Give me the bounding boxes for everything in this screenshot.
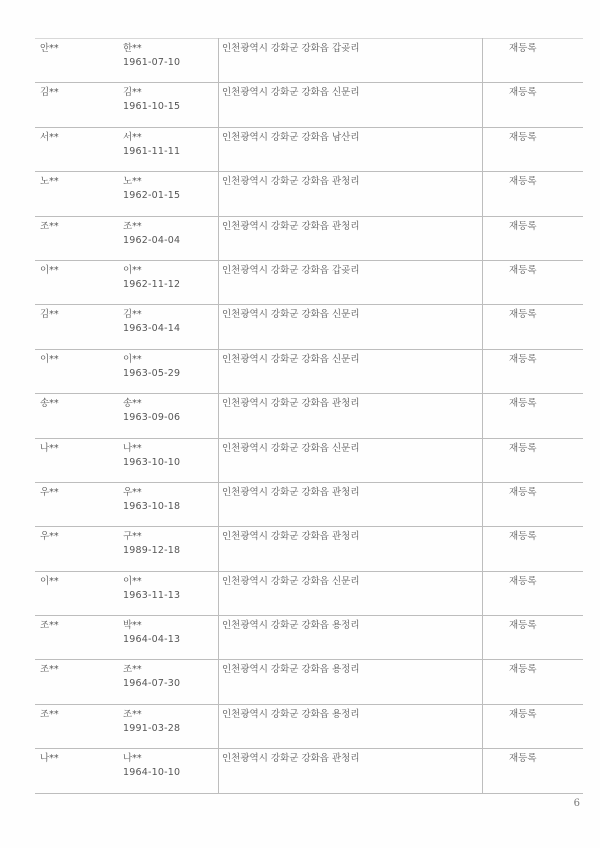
address-text: 인천광역시 강화군 강화읍 신문리 bbox=[222, 309, 360, 321]
holder-cell bbox=[115, 704, 219, 748]
holder-cell bbox=[115, 438, 219, 482]
registrant-name: 나** bbox=[40, 442, 59, 454]
status-cell bbox=[483, 482, 584, 526]
address-text: 인천광역시 강화군 강화읍 갑곶리 bbox=[222, 43, 360, 54]
status-cell bbox=[483, 616, 584, 660]
registrant-name: 조** bbox=[40, 664, 59, 676]
holder-cell bbox=[115, 172, 219, 216]
status-text: 재등록 bbox=[509, 398, 537, 410]
holder-name: 조** bbox=[123, 664, 142, 676]
holder-cell bbox=[115, 83, 219, 127]
status-cell bbox=[483, 527, 584, 571]
holder-name: 이** bbox=[123, 575, 142, 587]
birth-date: 1963-10-10 bbox=[123, 456, 181, 468]
status-text: 재등록 bbox=[509, 620, 537, 632]
status-text: 재등록 bbox=[509, 753, 537, 765]
holder-name: 박** bbox=[123, 620, 142, 632]
address-cell bbox=[219, 305, 483, 349]
holder-name: 이** bbox=[123, 353, 142, 365]
table-row bbox=[35, 704, 583, 748]
address-text: 인천광역시 강화군 강화읍 관청리 bbox=[222, 176, 360, 188]
birth-date: 1962-11-12 bbox=[123, 278, 181, 290]
name-cell bbox=[35, 305, 115, 349]
address-cell bbox=[219, 660, 483, 704]
holder-name: 김** bbox=[123, 87, 142, 99]
status-text: 재등록 bbox=[509, 309, 537, 321]
birth-date: 1961-10-15 bbox=[123, 101, 181, 113]
address-text: 인천광역시 강화군 강화읍 남산리 bbox=[222, 131, 360, 143]
birth-date: 1964-10-10 bbox=[123, 767, 181, 779]
registrant-name: 서** bbox=[40, 131, 59, 143]
registrant-name: 나** bbox=[40, 753, 59, 765]
status-text: 재등록 bbox=[509, 264, 537, 276]
address-text: 인천광역시 강화군 강화읍 갑곶리 bbox=[222, 264, 360, 276]
status-text: 재등록 bbox=[509, 176, 537, 188]
registrant-name: 이** bbox=[40, 264, 59, 276]
holder-name: 이** bbox=[123, 264, 142, 276]
address-cell bbox=[219, 394, 483, 438]
holder-name: 조** bbox=[123, 220, 142, 232]
registrant-name: 이** bbox=[40, 575, 59, 587]
holder-name: 나** bbox=[123, 753, 142, 765]
birth-date: 1963-10-18 bbox=[123, 500, 181, 512]
name-cell bbox=[35, 83, 115, 127]
status-cell bbox=[483, 216, 584, 260]
name-cell bbox=[35, 394, 115, 438]
status-cell bbox=[483, 749, 584, 793]
table-row bbox=[35, 39, 583, 83]
table-row bbox=[35, 83, 583, 127]
holder-name: 노** bbox=[123, 176, 142, 188]
birth-date: 1963-11-13 bbox=[123, 589, 181, 601]
address-text: 인천광역시 강화군 강화읍 신문리 bbox=[222, 87, 360, 99]
holder-name: 한** bbox=[123, 43, 142, 54]
address-cell bbox=[219, 704, 483, 748]
status-text: 재등록 bbox=[509, 43, 537, 54]
birth-date: 1962-04-04 bbox=[123, 234, 181, 246]
holder-name: 서** bbox=[123, 131, 142, 143]
address-text: 인천광역시 강화군 강화읍 용정리 bbox=[222, 708, 360, 720]
name-cell bbox=[35, 482, 115, 526]
status-cell bbox=[483, 438, 584, 482]
table-row bbox=[35, 127, 583, 171]
name-cell bbox=[35, 438, 115, 482]
holder-cell bbox=[115, 660, 219, 704]
table-row bbox=[35, 216, 583, 260]
name-cell bbox=[35, 571, 115, 615]
address-text: 인천광역시 강화군 강화읍 관청리 bbox=[222, 486, 360, 498]
holder-cell bbox=[115, 616, 219, 660]
name-cell bbox=[35, 527, 115, 571]
status-text: 재등록 bbox=[509, 664, 537, 676]
address-text: 인천광역시 강화군 강화읍 관청리 bbox=[222, 398, 360, 410]
holder-name: 나** bbox=[123, 442, 142, 454]
holder-cell bbox=[115, 305, 219, 349]
birth-date: 1963-05-29 bbox=[123, 367, 181, 379]
name-cell bbox=[35, 660, 115, 704]
status-cell bbox=[483, 260, 584, 304]
table-row bbox=[35, 527, 583, 571]
address-cell bbox=[219, 527, 483, 571]
registrant-name: 우** bbox=[40, 531, 59, 543]
birth-date: 1963-04-14 bbox=[123, 323, 181, 335]
registrant-name: 김** bbox=[40, 309, 59, 321]
status-cell bbox=[483, 305, 584, 349]
birth-date: 1964-07-30 bbox=[123, 678, 181, 690]
status-text: 재등록 bbox=[509, 442, 537, 454]
address-cell bbox=[219, 438, 483, 482]
address-cell bbox=[219, 571, 483, 615]
holder-cell bbox=[115, 216, 219, 260]
name-cell bbox=[35, 704, 115, 748]
holder-name: 김** bbox=[123, 309, 142, 321]
status-cell bbox=[483, 39, 584, 83]
birth-date: 1989-12-18 bbox=[123, 545, 181, 557]
birth-date: 1964-04-13 bbox=[123, 634, 181, 646]
holder-cell bbox=[115, 482, 219, 526]
birth-date: 1962-01-15 bbox=[123, 190, 181, 202]
status-cell bbox=[483, 172, 584, 216]
name-cell bbox=[35, 127, 115, 171]
registrant-name: 조** bbox=[40, 220, 59, 232]
holder-name: 조** bbox=[123, 708, 142, 720]
registrant-name: 이** bbox=[40, 353, 59, 365]
birth-date: 1961-07-10 bbox=[123, 57, 181, 68]
registrant-name: 조** bbox=[40, 708, 59, 720]
registrant-name: 우** bbox=[40, 486, 59, 498]
name-cell bbox=[35, 172, 115, 216]
registry-table bbox=[35, 38, 583, 794]
holder-cell bbox=[115, 260, 219, 304]
address-text: 인천광역시 강화군 강화읍 신문리 bbox=[222, 575, 360, 587]
holder-name: 우** bbox=[123, 486, 142, 498]
registrant-name: 안** bbox=[40, 43, 59, 54]
holder-cell bbox=[115, 127, 219, 171]
address-text: 인천광역시 강화군 강화읍 용정리 bbox=[222, 620, 360, 632]
address-cell bbox=[219, 216, 483, 260]
registrant-name: 노** bbox=[40, 176, 59, 188]
status-text: 재등록 bbox=[509, 220, 537, 232]
address-cell bbox=[219, 172, 483, 216]
status-cell bbox=[483, 83, 584, 127]
registry-table-body bbox=[35, 39, 583, 794]
status-cell bbox=[483, 127, 584, 171]
holder-cell bbox=[115, 749, 219, 793]
holder-cell bbox=[115, 571, 219, 615]
name-cell bbox=[35, 39, 115, 83]
status-text: 재등록 bbox=[509, 87, 537, 99]
table-row bbox=[35, 749, 583, 793]
table-row bbox=[35, 616, 583, 660]
name-cell bbox=[35, 616, 115, 660]
table-row bbox=[35, 438, 583, 482]
address-text: 인천광역시 강화군 강화읍 관청리 bbox=[222, 220, 360, 232]
address-cell bbox=[219, 39, 483, 83]
status-cell bbox=[483, 704, 584, 748]
birth-date: 1963-09-06 bbox=[123, 412, 181, 424]
status-text: 재등록 bbox=[509, 531, 537, 543]
status-text: 재등록 bbox=[509, 353, 537, 365]
address-text: 인천광역시 강화군 강화읍 용정리 bbox=[222, 664, 360, 676]
holder-cell bbox=[115, 394, 219, 438]
address-text: 인천광역시 강화군 강화읍 관청리 bbox=[222, 753, 360, 765]
registrant-name: 김** bbox=[40, 87, 59, 99]
status-cell bbox=[483, 660, 584, 704]
name-cell bbox=[35, 349, 115, 393]
address-text: 인천광역시 강화군 강화읍 신문리 bbox=[222, 353, 360, 365]
table-row bbox=[35, 394, 583, 438]
address-cell bbox=[219, 260, 483, 304]
table-row bbox=[35, 305, 583, 349]
address-cell bbox=[219, 616, 483, 660]
holder-name: 구** bbox=[123, 531, 142, 543]
registrant-name: 조** bbox=[40, 620, 59, 632]
status-cell bbox=[483, 394, 584, 438]
table-row bbox=[35, 172, 583, 216]
table-row bbox=[35, 571, 583, 615]
registrant-name: 송** bbox=[40, 398, 59, 410]
holder-name: 송** bbox=[123, 398, 142, 410]
holder-cell bbox=[115, 39, 219, 83]
table-row bbox=[35, 482, 583, 526]
table-row bbox=[35, 349, 583, 393]
address-cell bbox=[219, 482, 483, 526]
address-cell bbox=[219, 127, 483, 171]
address-cell bbox=[219, 349, 483, 393]
table-row bbox=[35, 660, 583, 704]
holder-cell bbox=[115, 349, 219, 393]
page-number: 6 bbox=[573, 798, 580, 809]
address-text: 인천광역시 강화군 강화읍 관청리 bbox=[222, 531, 360, 543]
status-text: 재등록 bbox=[509, 486, 537, 498]
status-text: 재등록 bbox=[509, 575, 537, 587]
address-cell bbox=[219, 83, 483, 127]
status-text: 재등록 bbox=[509, 131, 537, 143]
name-cell bbox=[35, 216, 115, 260]
birth-date: 1961-11-11 bbox=[123, 145, 181, 157]
name-cell bbox=[35, 749, 115, 793]
address-text: 인천광역시 강화군 강화읍 신문리 bbox=[222, 442, 360, 454]
address-cell bbox=[219, 749, 483, 793]
status-cell bbox=[483, 571, 584, 615]
table-row bbox=[35, 260, 583, 304]
holder-cell bbox=[115, 527, 219, 571]
name-cell bbox=[35, 260, 115, 304]
status-cell bbox=[483, 349, 584, 393]
birth-date: 1991-03-28 bbox=[123, 722, 181, 734]
status-text: 재등록 bbox=[509, 708, 537, 720]
